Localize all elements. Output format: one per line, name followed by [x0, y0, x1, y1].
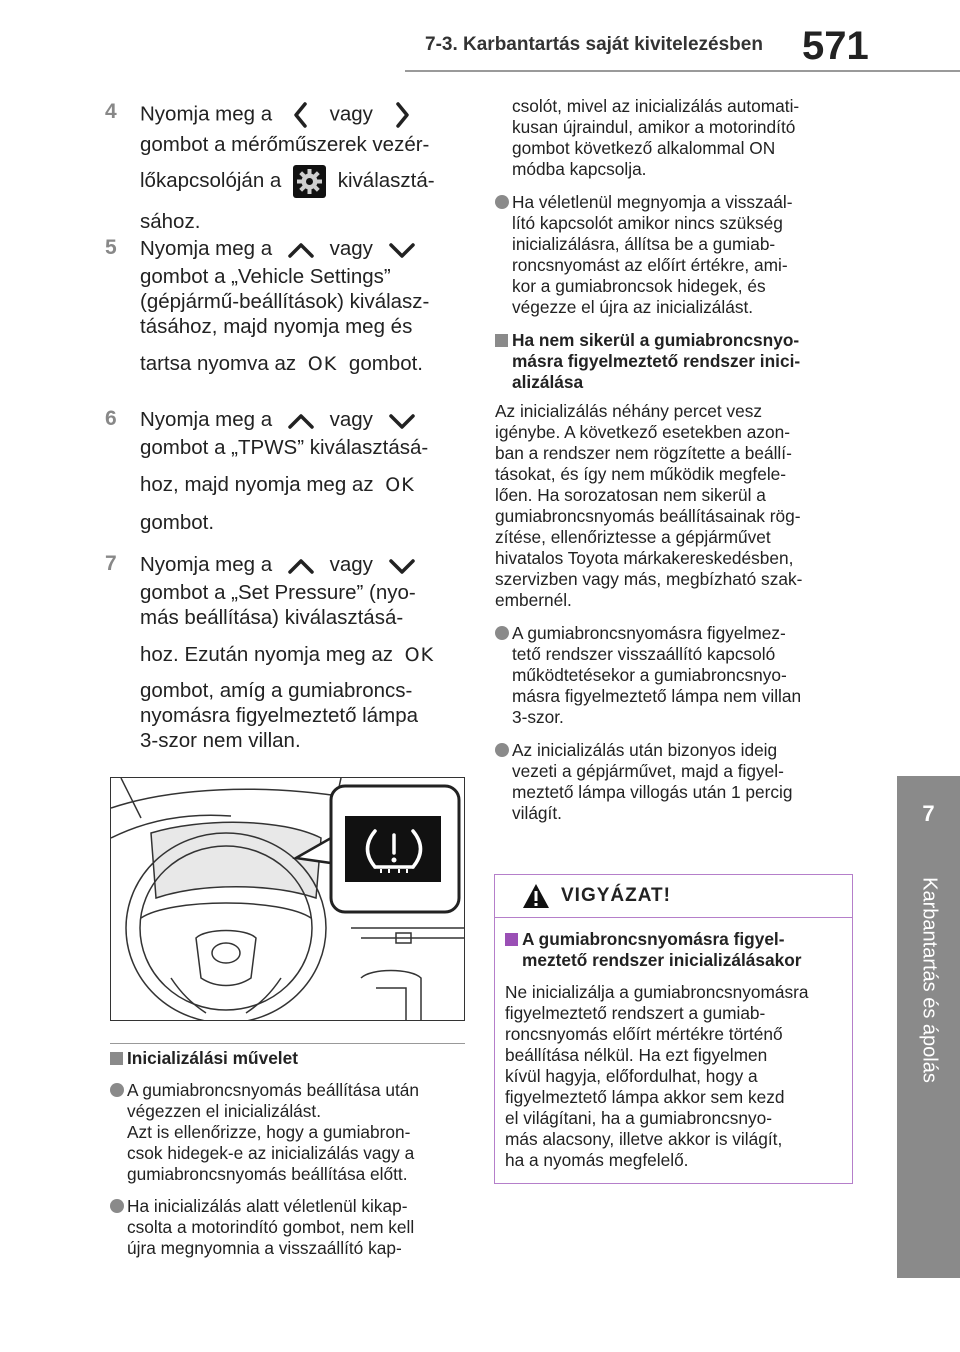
- section-heading: [495, 330, 860, 393]
- text-line: hivatalos Toyota márkakereskedésben,: [495, 548, 794, 568]
- text-line: A gumiabroncsnyomás beállítása után: [127, 1080, 420, 1100]
- step-6: [105, 407, 465, 535]
- gear-icon: [293, 165, 326, 198]
- ok-button-label: OK: [307, 353, 338, 375]
- text-line: el világítani, ha a gumiabroncsnyo-: [505, 1108, 773, 1128]
- text-line: gumiabroncsnyomás beállítása előtt.: [127, 1164, 408, 1184]
- step-text: gombot a „TPWS” kiválasztásá-: [140, 436, 429, 459]
- step-text: Nyomja meg a: [140, 553, 273, 576]
- text-line: figyelmeztető rendszert a gumiab-: [505, 1003, 766, 1023]
- header-divider: [405, 70, 960, 72]
- text-line: csolót, mivel az inicializálás automati-: [512, 96, 800, 116]
- text-line: meztető lámpa villogás után 1 percig: [512, 782, 793, 802]
- chevron-up-icon: [286, 409, 316, 433]
- step-text: nyomásra figyelmeztető lámpa: [140, 704, 419, 727]
- text-line: inicializálásra, állítsa be a gumiab-: [512, 234, 776, 254]
- text-line: vezeti a gépjárművet, majd a figyel-: [512, 761, 784, 781]
- step-text: Nyomja meg a: [140, 237, 273, 260]
- initialization-section: [110, 1048, 470, 1259]
- bullet-icon: [495, 743, 509, 757]
- text-line: Ne inicializálja a gumiabroncsnyomásra: [505, 982, 809, 1002]
- chevron-down-icon: [387, 238, 417, 262]
- list-item: [110, 1080, 470, 1185]
- page-number: 571: [802, 24, 869, 68]
- text-line: működtetésekor a gumiabroncsnyo-: [512, 665, 787, 685]
- step-text: hoz, majd nyomja meg az: [140, 473, 374, 496]
- step-number: 6: [105, 407, 117, 430]
- paragraph: [495, 401, 860, 611]
- bullet-icon: [495, 195, 509, 209]
- step-text: gombot a mérőműszerek vezér-: [140, 133, 430, 156]
- text-line: Ha nem sikerül a gumiabroncsnyo-: [512, 330, 800, 350]
- bullet-icon: [110, 1199, 124, 1213]
- dashboard-illustration: [110, 777, 465, 1021]
- step-text: Nyomja meg a: [140, 102, 273, 126]
- text-line: ha a nyomás megfelelő.: [505, 1150, 689, 1170]
- step-text: más beállítása) kiválasztásá-: [140, 606, 404, 629]
- text-line: más alacsony, illetve akkor is világít,: [505, 1129, 783, 1149]
- text-line: csok hidegek-e az inicializálás vagy a: [127, 1143, 415, 1163]
- text-line: kor a gumiabroncsok hidegek, és: [512, 276, 766, 296]
- step-7: [105, 552, 465, 753]
- step-text: vagy: [329, 408, 373, 431]
- step-text: vagy: [329, 102, 373, 126]
- text-line: A gumiabroncsnyomásra figyel-: [522, 929, 785, 949]
- text-line: tásokat, és így nem működik megfele-: [495, 464, 787, 484]
- text-line: másra figyelmeztető lámpa nem villan: [512, 686, 802, 706]
- text-line: szervizben vagy más, megbízható szak-: [495, 569, 803, 589]
- text-line: 3-szor.: [512, 707, 564, 727]
- caution-header: [495, 875, 852, 918]
- chevron-up-icon: [286, 238, 316, 262]
- text-line: beállítása nélkül. Ha ezt figyelmen: [505, 1045, 768, 1065]
- step-text: gombot.: [140, 511, 215, 534]
- text-line: gumiabroncsnyomás beállításainak rög-: [495, 506, 801, 526]
- step-text: gombot a „Set Pressure” (nyo-: [140, 581, 416, 604]
- text-line: gombot következő alkalommal ON: [512, 138, 776, 158]
- text-line: végezze el újra az inicializálást.: [512, 297, 754, 317]
- bullet-icon: [110, 1083, 124, 1097]
- tire-pressure-warning-icon: [361, 821, 427, 877]
- ok-button-label: OK: [385, 474, 415, 496]
- text-line: meztető rendszer inicializálásakor: [522, 950, 802, 970]
- text-line: Az inicializálás után bizonyos ideig: [512, 740, 778, 760]
- section-marker-icon: [110, 1052, 123, 1065]
- caution-content: [505, 929, 845, 1171]
- step-text: vagy: [329, 237, 373, 260]
- text-line: A gumiabroncsnyomásra figyelmez-: [512, 623, 786, 643]
- text-line: csolta a motorindító gombot, nem kell: [127, 1217, 415, 1237]
- step-4: [105, 100, 465, 234]
- step-text: hoz. Ezután nyomja meg az: [140, 643, 393, 666]
- chapter-number: 7: [922, 801, 935, 826]
- chevron-right-icon: [387, 100, 417, 130]
- warning-triangle-icon: [522, 883, 550, 909]
- step-text: 3-szor nem villan.: [140, 729, 301, 752]
- chevron-up-icon: [286, 554, 316, 578]
- text-line: újra megnyomnia a visszaállító kap-: [127, 1238, 402, 1258]
- text-line: módba kapcsolja.: [512, 159, 647, 179]
- chapter-label: Karbantartás és ápolás: [918, 877, 941, 1083]
- text-line: másra figyelmeztető rendszer inici-: [512, 351, 801, 371]
- steering-wheel-diagram: [111, 778, 464, 1020]
- text-line: roncsnyomás előírt mértékre történő: [505, 1024, 783, 1044]
- step-text: vagy: [329, 553, 373, 576]
- text-line: zítése, ellenőriztesse a gépjárművet: [495, 527, 771, 547]
- section-heading: Inicializálási művelet: [127, 1048, 298, 1068]
- step-text: lőkapcsolóján a: [140, 168, 282, 192]
- caution-body: [505, 982, 845, 1171]
- chevron-down-icon: [387, 409, 417, 433]
- list-item: [495, 192, 860, 318]
- list-item: [110, 1196, 470, 1259]
- step-number: 4: [105, 100, 117, 123]
- chevron-down-icon: [387, 554, 417, 578]
- step-text: gombot a „Vehicle Settings”: [140, 265, 391, 288]
- list-item: [495, 740, 860, 824]
- step-text: sához.: [140, 210, 201, 233]
- step-text: kiválasztá-: [337, 168, 435, 192]
- step-text: (gépjármű-beállítások) kiválasz-: [140, 290, 430, 313]
- text-line: Az inicializálás néhány percet vesz: [495, 401, 763, 421]
- section-title: 7-3. Karbantartás saját kivitelezésben: [425, 34, 763, 55]
- text-line: kusan újraindul, amikor a motorindító: [512, 117, 796, 137]
- text-line: lító kapcsolót amikor nincs szükség: [512, 213, 783, 233]
- step-number: 5: [105, 236, 117, 259]
- caution-heading: [505, 929, 845, 971]
- bullet-icon: [495, 626, 509, 640]
- text-line: ban a rendszer nem rögzítette a beállí-: [495, 443, 792, 463]
- caution-title: VIGYÁZAT!: [561, 885, 671, 906]
- step-number: 7: [105, 552, 117, 575]
- text-line: tető rendszer visszaállító kapcsoló: [512, 644, 776, 664]
- step-text: tásához, majd nyomja meg és: [140, 315, 413, 338]
- step-text: tartsa nyomva az: [140, 352, 297, 375]
- text-line: kívül hagyja, előfordulhat, hogy a: [505, 1066, 758, 1086]
- ok-button-label: OK: [404, 644, 435, 666]
- text-line: figyelmeztető lámpa akkor sem kezd: [505, 1087, 785, 1107]
- text-line: alizálása: [512, 372, 584, 392]
- chevron-left-icon: [286, 100, 316, 130]
- section-marker-icon: [505, 933, 518, 946]
- text-line: világít.: [512, 803, 562, 823]
- text-line: lően. Ha sorozatosan nem sikerül a: [495, 485, 766, 505]
- text-line: Ha véletlenül megnyomja a visszaál-: [512, 192, 793, 212]
- text-line: embernél.: [495, 590, 572, 610]
- caution-box: [494, 874, 853, 1184]
- text-line: igénybe. A következő esetekben azon-: [495, 422, 790, 442]
- section-divider: [110, 1043, 465, 1044]
- step-text: Nyomja meg a: [140, 408, 273, 431]
- step-text: gombot.: [348, 352, 423, 375]
- section-marker-icon: [495, 334, 508, 347]
- text-line: roncsnyomást az előírt értékre, ami-: [512, 255, 788, 275]
- list-item: [495, 623, 860, 728]
- step-5: [105, 236, 465, 377]
- text-line: végezzen el inicializálást.: [127, 1101, 322, 1121]
- right-column: [495, 96, 860, 824]
- step-text: gombot, amíg a gumiabroncs-: [140, 679, 413, 702]
- text-line: Ha inicializálás alatt véletlenül kikap-: [127, 1196, 408, 1216]
- text-line: Azt is ellenőrizze, hogy a gumiabron-: [127, 1122, 411, 1142]
